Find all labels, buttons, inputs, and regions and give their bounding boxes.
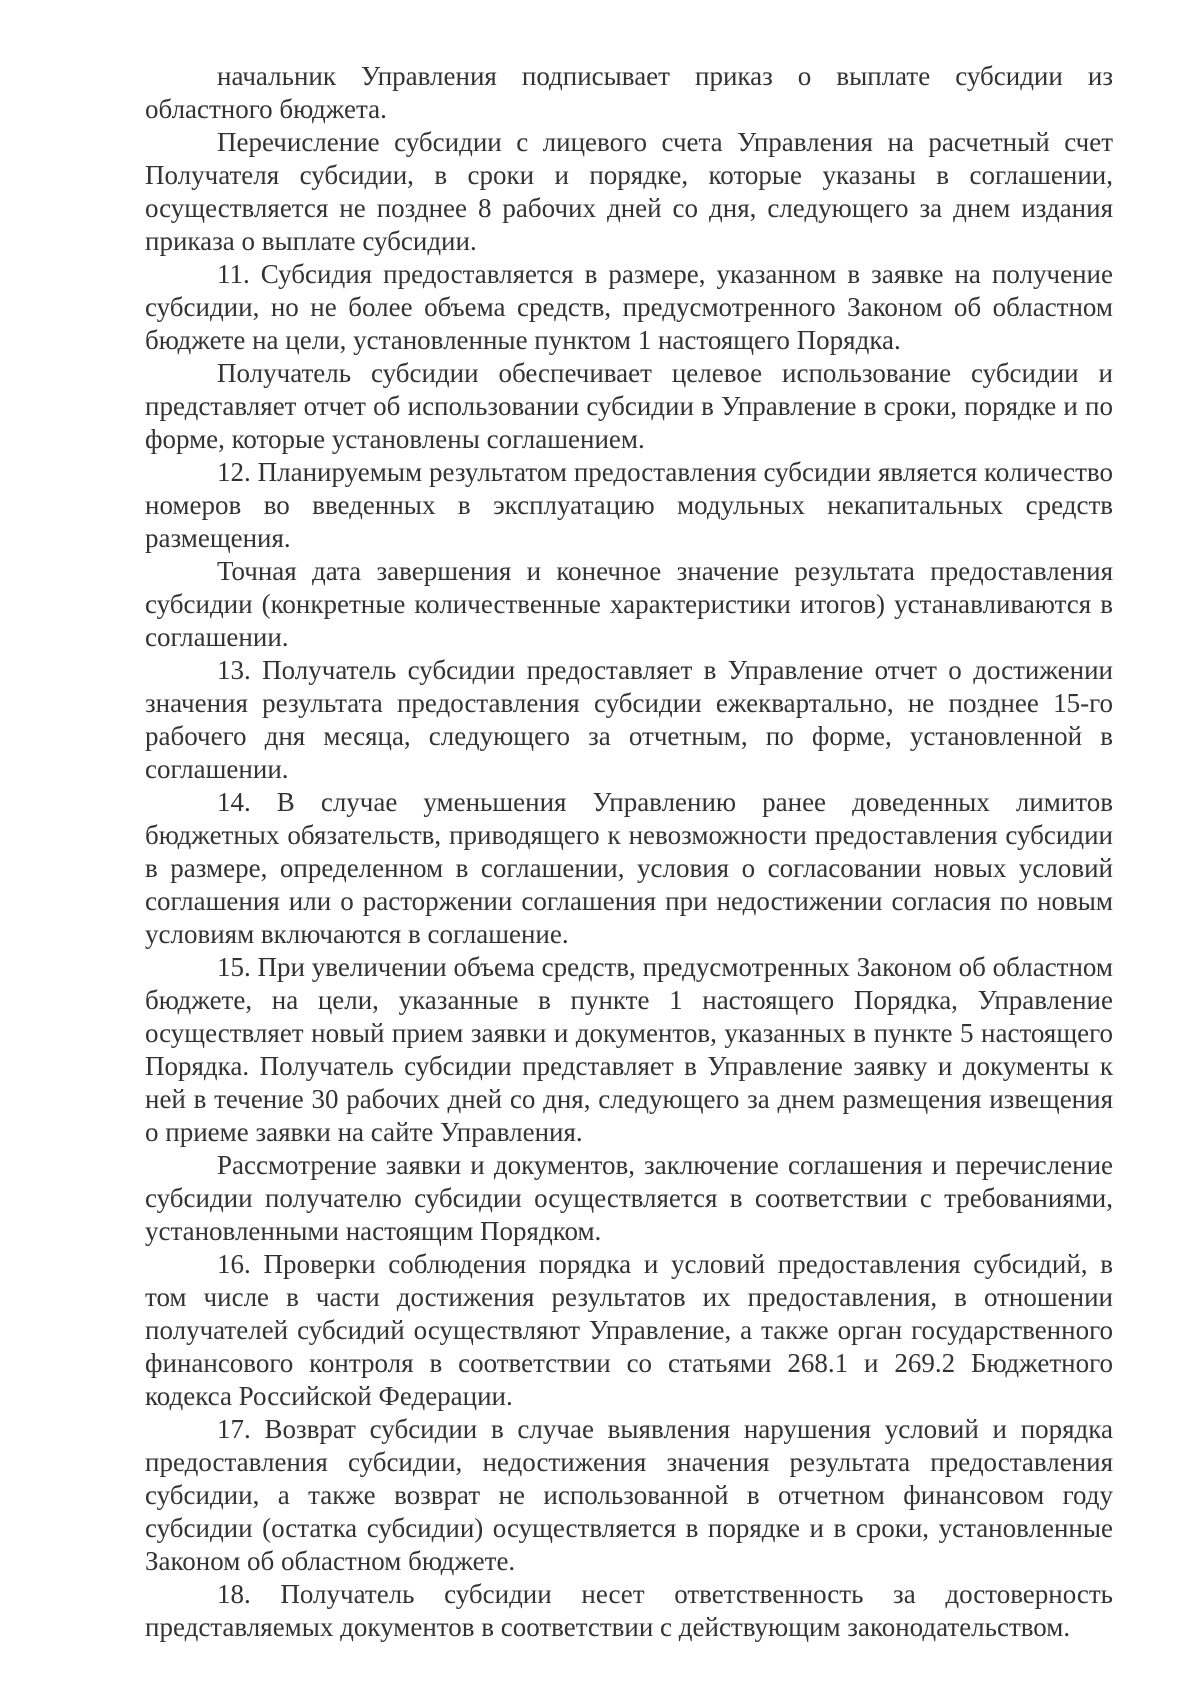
paragraph-13: 13. Получатель субсидии предоставляет в Управление отчет о достижении значения результата предоставления субсидии ежеквартально, не позднее 15-го рабочего дня месяца, следующего за отчетным, по форме, установленной в соглашении. [145,655,1113,784]
paragraph-17: 17. Возврат субсидии в случае выявления нарушения условий и порядка предоставления субсидии, недостижения значения результата предоставления субсидии, а также возврат не использованной в отчетном финансовом году субсидии (остатка субсидии) осуществляется в порядке и в сроки, установленные Законом об областном бюджете. [145,1414,1113,1576]
paragraph-14: 14. В случае уменьшения Управлению ранее доведенных лимитов бюджетных обязательств, приводящего к невозможности предоставления субсидии в размере, определенном в соглашении, условия о согласовании новых условий соглашения или о расторжении соглашения при недостижении согласия по новым условиям включаются в соглашение. [145,787,1113,949]
document-page [145,60,1113,1644]
paragraph-12-date: Точная дата завершения и конечное значение результата предоставления субсидии (конкретные количественные характеристики итогов) устанавливаются в соглашении. [145,556,1113,652]
paragraph-15: 15. При увеличении объема средств, предусмотренных Законом об областном бюджете, на цели, указанные в пункте 1 настоящего Порядка, Управление осуществляет новый прием заявки и документов, указанных в пункте 5 настоящего Порядка. Получатель субсидии представляет в Управление заявку и документы к ней в течение 30 рабочих дней со дня, следующего за днем размещения извещения о приеме заявки на сайте Управления. [145,952,1113,1147]
paragraph-11-report: Получатель субсидии обеспечивает целевое использование субсидии и представляет отчет об использовании субсидии в Управление в сроки, порядке и по форме, которые установлены соглашением. [145,358,1113,454]
paragraph-payment-order: начальник Управления подписывает приказ о выплате субсидии из областного бюджета. [145,61,1113,124]
paragraph-12: 12. Планируемым результатом предоставления субсидии является количество номеров во введенных в эксплуатацию модульных некапитальных средств размещения. [145,457,1113,553]
paragraph-18: 18. Получатель субсидии несет ответственность за достоверность представляемых документов в соответствии с действующим законодательством. [145,1579,1113,1642]
paragraph-transfer: Перечисление субсидии с лицевого счета Управления на расчетный счет Получателя субсидии, в сроки и порядке, которые указаны в соглашении, осуществляется не позднее 8 рабочих дней со дня, следующего за днем издания приказа о выплате субсидии. [145,127,1113,256]
paragraph-16: 16. Проверки соблюдения порядка и условий предоставления субсидий, в том числе в части достижения результатов их предоставления, в отношении получателей субсидий осуществляют Управление, а также орган государственного финансового контроля в соответствии со статьями 268.1 и 269.2 Бюджетного кодекса Российской Федерации. [145,1249,1113,1411]
paragraph-15-review: Рассмотрение заявки и документов, заключение соглашения и перечисление субсидии получателю субсидии осуществляется в соответствии с требованиями, установленными настоящим Порядком. [145,1150,1113,1246]
paragraph-11: 11. Субсидия предоставляется в размере, указанном в заявке на получение субсидии, но не более объема средств, предусмотренного Законом об областном бюджете на цели, установленные пунктом 1 настоящего Порядка. [145,259,1113,355]
